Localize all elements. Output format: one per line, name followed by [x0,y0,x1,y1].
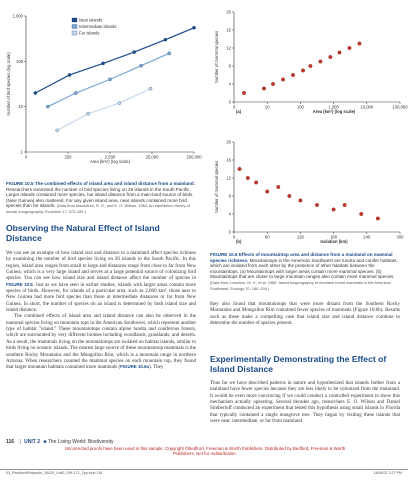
data-point [133,50,136,53]
x-tick-label: 180 [330,234,338,240]
data-point [276,185,280,189]
data-point [348,46,352,50]
x-tick-label: 10 [264,104,270,110]
y-axis-label: Number of mammal species [214,30,219,84]
figure-10-5-chart [4,10,204,164]
data-point [192,26,195,29]
data-point [299,199,303,203]
x-tick-label: 1,000 [328,104,339,110]
right-paragraph-1: they also found that mountaintops that were more distant from the Southern Rocky Mountains and Mongollon Rim contained fewer species of mammals (Figure 10.6b). Results such as these make a compelling case that island size and island distance combine to determine the number of species present. [210,301,400,327]
data-point [332,208,336,212]
data-point [358,42,362,46]
data-point [271,82,275,86]
legend-swatch-1 [72,25,77,29]
data-point [56,129,59,132]
y-tick-label: 10 [18,104,23,110]
figure-10-5-caption-title: FIGURE 10.5 The combined effects of island area and island distance from a mainland. [6,181,195,186]
x-tick-label: 2,500 [104,154,116,160]
x-tick-label: 100,000 [392,104,408,110]
data-point [242,91,246,95]
x-tick-label: 0 [232,104,236,110]
figure-10-5-caption-source: (Data from MacArthur, R. H., and E. O. Wilson. 1963. An equilibrium theory of insular zoogeography. Evolution 17: 373–387.) [6,203,190,214]
data-point [343,203,347,207]
data-point [376,217,380,221]
panel-label: (b) [236,239,242,244]
data-point [329,55,333,59]
file-info: 03_FriedlandRelyea4e_16420_Unit2_094-171_2pp.indd 116 [6,471,103,475]
y-tick-label: 0 [228,229,231,235]
figure-reference-10-5[interactable]: FIGURE 10.5 [6,281,33,287]
print-date: 18/06/21 3:27 PM [373,471,402,475]
left-column-text [6,250,196,371]
unit-title: The Living World: Biodiversity [47,439,114,445]
data-point [87,112,90,115]
y-tick-label: 4 [228,81,231,87]
x-tick-label: 300 [396,234,404,240]
y-axis-label: Number of mammal species [214,160,219,214]
y-tick-label: 20 [226,9,231,15]
y-tick-label: 20 [226,139,231,145]
data-point [319,60,323,64]
section-heading-experiment: Experimentally Demonstrating the Effect of Island Distance [210,354,387,374]
y-tick-label: 1,000 [12,13,23,19]
section-heading-island-distance: Observing the Natural Effect of Island Distance [6,223,160,243]
x-tick-label: 250 [64,154,72,160]
copyright-watermark: Uncorrected proofs have been used in this sample. Copyright ©Bedford, Freeman & Worth Publishers. Distributed by Bedford, Freeman & Worth Publishers. Not for redistribution. [64,446,346,457]
series-line-0 [35,28,194,93]
y-axis-label: Number of bird species (log scale) [6,52,11,116]
y-tick-label: 1 [20,149,23,155]
y-tick-label: 12 [226,45,231,51]
data-point [315,203,319,207]
y-tick-label: 12 [226,175,231,181]
y-tick-label: 100 [16,58,23,64]
x-tick-label: 10,000 [360,104,374,110]
x-tick-label: 240 [363,234,371,240]
y-tick-label: 16 [226,157,231,163]
left-paragraph-2: The combined effects of island area and island distance can also be observed in the mammal species living on mountain tops in the American Southwest, which represent another type of habitat "island." These mountaintops contain alpine tundra and coniferous forests, which are surrounded by very different biomes including woodlands, grasslands, and deserts. As a result, the mammals living on the mountaintops are isolated on habitat islands, similar to birds living on oceanic islands. The nearest large source of these mountaintop mammals is the southern Rocky Mountains and the Mongollon Rim, which is a mountain range in northern Arizona. When researchers counted the mammal species on each mountain top, they found that larger mountain habitats contained more mammals (FIGURE 10.6a). They [6,313,196,371]
data-point [140,64,143,67]
figure-10-6-caption-source: (Data from Lomolino, M. V., et al. 1989. Island biogeography of montane forest mammals in the American Southwest. Ecology 70: 180–194.) [210,279,391,291]
data-point [262,87,266,91]
figure-10-6-caption [210,252,400,291]
x-tick-label: 25,000 [145,154,159,160]
x-tick-label: 0 [232,234,236,240]
data-point [338,51,342,55]
legend-label-0: Near islands [79,17,103,23]
legend-swatch-0 [72,18,77,22]
x-axis-label: Isolation (km) [320,239,348,244]
y-tick-label: 8 [228,63,231,69]
data-point [108,78,111,81]
y-tick-label: 0 [228,99,231,105]
data-point [101,62,104,65]
left-paragraph-1: We can see an example of how island size and distance to a mainland affect species richness by examining the number of bird species living on 26 islands in the South Pacific. In this region, island area ranges from small to large and distances range from close to far from New Guinea, which is a very large island and serves as a large potential source of colonizing bird species. You can see how island size and island distance affect the number of species in FIGURE 10.5. Just as we have seen in earlier studies, islands with larger areas contain more species of birds. However, for islands of a particular area, such as 2,600 km², those near to New Guinea had more bird species than those at intermediate distances or far from New Guinea. In short, the number of species on an island is determined by both island size and island distance. [6,250,196,314]
x-axis-label: Area (km²) (log scale) [312,109,356,114]
x-axis-label: Area (km²) (log scale) [89,159,131,164]
panel-label: (a) [236,109,242,114]
data-point [291,73,295,77]
data-point [359,212,363,216]
figure-10-6-caption-title: FIGURE 10.6 Effects of mountaintop area and distance from a mainland on mammal species richness. [210,252,393,263]
bottom-divider [0,469,408,470]
y-tick-label: 4 [228,211,231,217]
data-point [74,91,77,94]
data-point [288,194,292,198]
data-point [149,87,152,90]
legend-label-1: Intermediate islands [79,24,117,30]
data-point [309,64,313,68]
figure-10-6-caption-text: Mountaintops in the American Southwest are tundra and conifer habitats, which are isolated from each other by the presence of other habitats between the mountaintops. (a) Mountaintops with larger areas contain more mammal species. (b) Mountaintops that are closer to large mountain ranges also contain more mammal species. [210,257,398,280]
data-point [265,190,269,194]
x-tick-label: 250,000 [186,154,202,160]
x-tick-label: 60 [264,234,270,240]
page-number: 116 [6,439,15,445]
page-footer: 116 | UNIT 2 ■ The Living World: Biodiversity [6,439,114,445]
data-point [46,105,49,108]
data-point [246,176,250,180]
data-point [301,69,305,73]
x-tick-label: 100 [296,104,304,110]
data-point [164,38,167,41]
data-point [281,78,285,82]
data-point [118,101,121,104]
figure-reference-10-6a[interactable]: FIGURE 10.6a [120,364,149,370]
figure-10-5-caption [6,181,196,215]
data-point [34,91,37,94]
x-tick-label: 0 [24,154,28,160]
data-point [68,73,71,76]
figure-10-6-chart [210,8,408,253]
unit-label: UNIT 2 [24,439,41,445]
y-tick-label: 16 [226,27,231,33]
data-point [168,52,171,55]
data-point [238,167,242,171]
data-point [254,181,258,185]
figure-10-5-caption-text: Researchers examined the number of bird species living on 26 islands in the South Pacific. Larger islands contained more species, but island distance from a main-land source of birds (New Guinea) also mattered. For any given island area, near islands contained more bird species than far islands. [6,186,193,209]
y-tick-label: 8 [228,193,231,199]
x-tick-label: 120 [296,234,304,240]
right-paragraph-2: Thus far we have described patterns in nature and hypothesized that islands farther from a mainland have fewer species because they are less likely to be colonized from the mainland. It would be even more convincing if we could conduct a controlled experiment to show this mechanism actually operating. Several decades ago, researchers E. O. Wilson and Daniel Simberloff conducted an experiment that tested this hypothesis using small islands in Florida that typically contained a single mangrove tree. They began by visiting these islands that were near, intermediate, or far from mainland [210,380,400,425]
legend-swatch-2 [72,31,77,35]
legend-label-2: Far islands [79,30,100,36]
